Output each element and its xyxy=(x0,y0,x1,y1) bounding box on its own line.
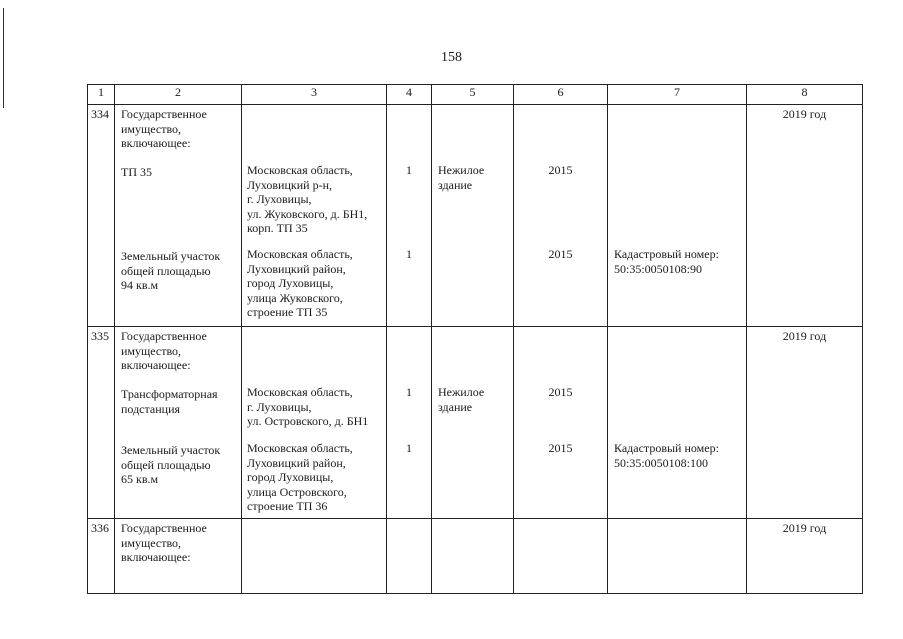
table-row xyxy=(88,519,863,594)
entry-note xyxy=(608,327,747,519)
item-name: Земельный участок общей площадью 94 кв.м xyxy=(121,249,221,292)
column-header: 2 xyxy=(115,85,242,105)
item-address: Московская область, Луховицкий район, город Луховицы, улица Островского, строение ТП 36 xyxy=(247,441,353,513)
item-type: Нежилое здание xyxy=(438,163,485,192)
entry-year-value: 2019 год xyxy=(782,329,827,343)
item-qty: 1 xyxy=(406,385,412,399)
entry-year xyxy=(747,327,863,519)
item-note xyxy=(608,163,746,247)
entry-note xyxy=(608,519,747,594)
item-address: Московская область, Луховицкий р-н, г. Луховицы, ул. Жуковского, д. БН1, корп. ТП 35 xyxy=(247,163,368,235)
entry-year-built xyxy=(514,519,608,594)
entry-year-built xyxy=(514,327,608,519)
entry-address xyxy=(242,519,387,594)
entry-number: 336 xyxy=(88,519,115,594)
entry-description xyxy=(115,105,242,327)
entry-year xyxy=(747,105,863,327)
entry-number: 335 xyxy=(88,327,115,519)
entry-title: Государственное имущество, включающее: xyxy=(121,521,207,564)
header-row xyxy=(88,85,863,105)
item-note: Кадастровый номер: 50:35:0050108:90 xyxy=(614,247,719,276)
property-table xyxy=(87,84,863,594)
item-qty: 1 xyxy=(406,247,412,261)
item-note: Кадастровый номер: 50:35:0050108:100 xyxy=(614,441,719,470)
item-address: Московская область, г. Луховицы, ул. Островского, д. БН1 xyxy=(247,385,369,428)
item-qty: 1 xyxy=(406,163,412,177)
page-number: 158 xyxy=(441,50,462,65)
entry-address xyxy=(242,105,387,327)
entry-qty xyxy=(387,105,432,327)
entry-type xyxy=(432,105,514,327)
item-qty: 1 xyxy=(406,441,412,455)
entry-year-built xyxy=(514,105,608,327)
entry-address xyxy=(242,327,387,519)
table-row xyxy=(88,105,863,327)
entry-qty xyxy=(387,327,432,519)
entry-number: 334 xyxy=(88,105,115,327)
column-header: 8 xyxy=(747,85,863,105)
item-year-built: 2015 xyxy=(548,163,573,177)
entry-qty xyxy=(387,519,432,594)
entry-note xyxy=(608,105,747,327)
item-name: ТП 35 xyxy=(121,165,152,179)
item-year-built: 2015 xyxy=(548,441,573,455)
column-header: 7 xyxy=(608,85,747,105)
entry-year-value: 2019 год xyxy=(782,107,827,121)
column-header: 5 xyxy=(432,85,514,105)
entry-description xyxy=(115,519,242,594)
item-year-built: 2015 xyxy=(548,385,573,399)
column-header: 4 xyxy=(387,85,432,105)
item-name: Земельный участок общей площадью 65 кв.м xyxy=(121,443,221,486)
entry-year-value: 2019 год xyxy=(782,521,827,535)
item-address: Московская область, Луховицкий район, город Луховицы, улица Жуковского, строение ТП 35 xyxy=(247,247,353,319)
item-year-built: 2015 xyxy=(548,247,573,261)
item-note xyxy=(608,385,746,441)
entry-description xyxy=(115,327,242,519)
item-name: Трансформаторная подстанция xyxy=(121,387,218,416)
item-type: Нежилое здание xyxy=(438,385,485,414)
entry-year xyxy=(747,519,863,594)
column-header: 1 xyxy=(88,85,115,105)
entry-title: Государственное имущество, включающее: xyxy=(121,107,207,150)
column-header: 3 xyxy=(242,85,387,105)
table-row xyxy=(88,327,863,519)
entry-type xyxy=(432,327,514,519)
entry-title: Государственное имущество, включающее: xyxy=(121,329,207,372)
column-header: 6 xyxy=(514,85,608,105)
entry-type xyxy=(432,519,514,594)
